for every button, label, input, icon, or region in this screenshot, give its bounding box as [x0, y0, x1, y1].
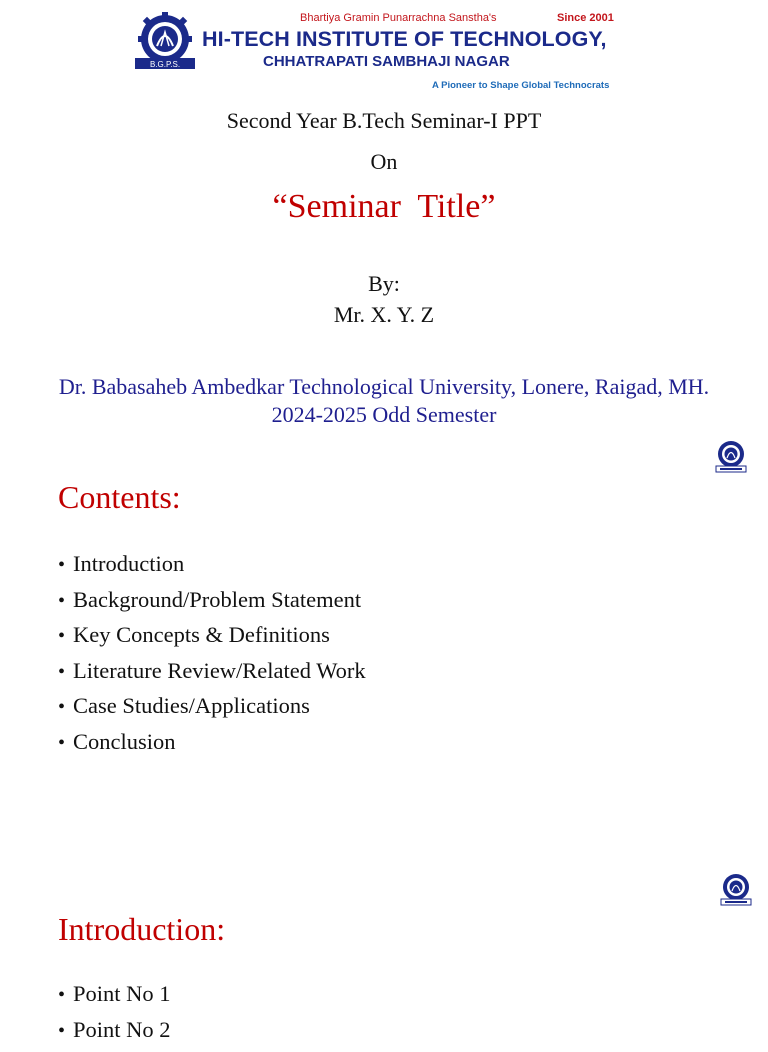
- institute-logo-icon: [133, 12, 197, 70]
- contents-heading: Contents:: [58, 479, 181, 515]
- institute-city: CHHATRAPATI SAMBHAJI NAGAR: [263, 53, 510, 70]
- list-item: • Introduction: [58, 551, 366, 587]
- institute-tagline: A Pioneer to Shape Global Technocrats: [432, 80, 610, 91]
- small-logo-icon: [713, 438, 749, 474]
- list-item: • Conclusion: [58, 729, 366, 765]
- university-name: Dr. Babasaheb Ambedkar Technological University, Lonere, Raigad, MH.: [58, 374, 710, 399]
- list-item: • Literature Review/Related Work: [58, 658, 366, 694]
- contents-list: [58, 551, 366, 765]
- semester-label: 2024-2025 Odd Semester: [271, 402, 497, 427]
- small-logo-icon: [718, 871, 754, 907]
- on-label: On: [370, 149, 398, 174]
- list-item: • Point No 2: [58, 1017, 171, 1052]
- list-item: • Point No 1: [58, 981, 171, 1017]
- list-item: • Case Studies/Applications: [58, 693, 366, 729]
- introduction-list: [58, 981, 171, 1052]
- list-item: • Key Concepts & Definitions: [58, 622, 366, 658]
- logo-text: B.G.P.S.: [149, 60, 181, 69]
- since-label: Since 2001: [557, 12, 614, 24]
- introduction-heading: Introduction:: [58, 911, 226, 947]
- by-label: By:: [368, 271, 400, 296]
- seminar-subtitle: Second Year B.Tech Seminar-I PPT: [226, 108, 542, 133]
- institute-name: HI-TECH INSTITUTE OF TECHNOLOGY,: [202, 27, 607, 51]
- author-name: Mr. X. Y. Z: [333, 302, 435, 327]
- trust-name: Bhartiya Gramin Punarrachna Sanstha's: [300, 12, 497, 24]
- seminar-title: “Seminar Title”: [272, 188, 496, 225]
- list-item: • Background/Problem Statement: [58, 587, 366, 623]
